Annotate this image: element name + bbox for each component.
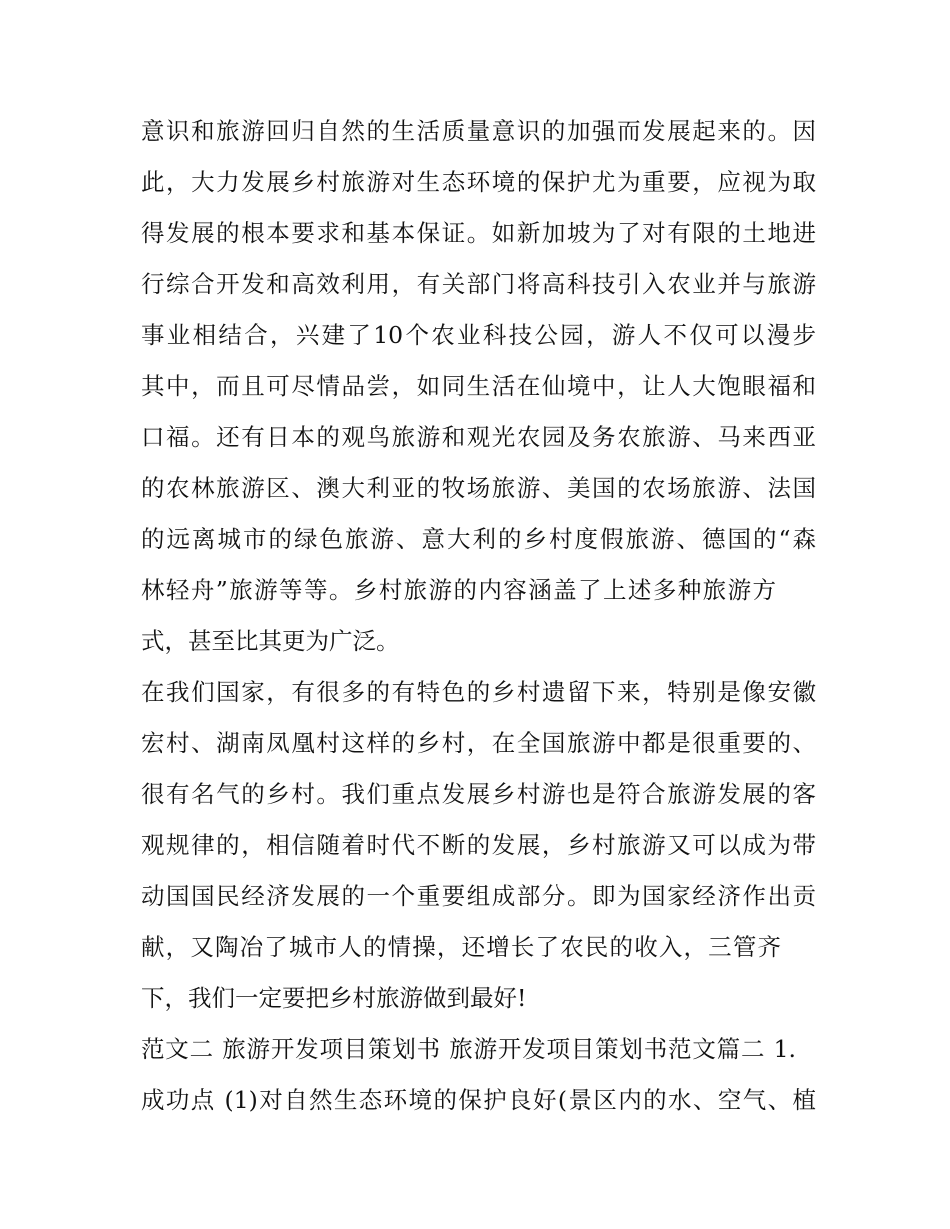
text-line-2: 此，大力发展乡村旅游对生态环境的保护尤为重要，应视为取 — [141, 168, 816, 196]
text-line-20: 成功点 (1)对自然生态环境的保护良好(景区内的水、空气、植 — [141, 1086, 816, 1114]
text-line-4: 行综合开发和高效利用，有关部门将高科技引入农业并与旅游 — [141, 270, 816, 298]
text-line-5: 事业相结合，兴建了10个农业科技公园，游人不仅可以漫步 — [141, 321, 816, 349]
text-line-11: 式，甚至比其更为广泛。 — [141, 627, 400, 655]
text-line-1: 意识和旅游回归自然的生活质量意识的加强而发展起来的。因 — [141, 117, 816, 145]
text-line-8: 的农林旅游区、澳大利亚的牧场旅游、美国的农场旅游、法国 — [141, 474, 816, 502]
text-line-9: 的远离城市的绿色旅游、意大利的乡村度假旅游、德国的“森 — [141, 525, 816, 553]
text-line-13: 宏村、湖南凤凰村这样的乡村，在全国旅游中都是很重要的、 — [141, 729, 816, 757]
text-line-3: 得发展的根本要求和基本保证。如新加坡为了对有限的土地进 — [141, 219, 816, 247]
text-line-19: 范文二 旅游开发项目策划书 旅游开发项目策划书范文篇二 1. — [141, 1035, 796, 1063]
text-line-6: 其中，而且可尽情品尝，如同生活在仙境中，让人大饱眼福和 — [141, 372, 816, 400]
document-body — [141, 112, 816, 1132]
text-line-10: 林轻舟”旅游等等。乡村旅游的内容涵盖了上述多种旅游方 — [141, 576, 776, 604]
text-line-15: 观规律的，相信随着时代不断的发展，乡村旅游又可以成为带 — [141, 831, 816, 859]
text-line-12: 在我们国家，有很多的有特色的乡村遗留下来，特别是像安徽 — [141, 678, 816, 706]
text-line-18: 下，我们一定要把乡村旅游做到最好! — [141, 984, 527, 1012]
text-line-14: 很有名气的乡村。我们重点发展乡村游也是符合旅游发展的客 — [141, 780, 816, 808]
text-line-17: 献，又陶冶了城市人的情操，还增长了农民的收入，三管齐 — [141, 933, 781, 961]
text-line-16: 动国国民经济发展的一个重要组成部分。即为国家经济作出贡 — [141, 882, 816, 910]
text-line-7: 口福。还有日本的观鸟旅游和观光农园及务农旅游、马来西亚 — [141, 423, 816, 451]
